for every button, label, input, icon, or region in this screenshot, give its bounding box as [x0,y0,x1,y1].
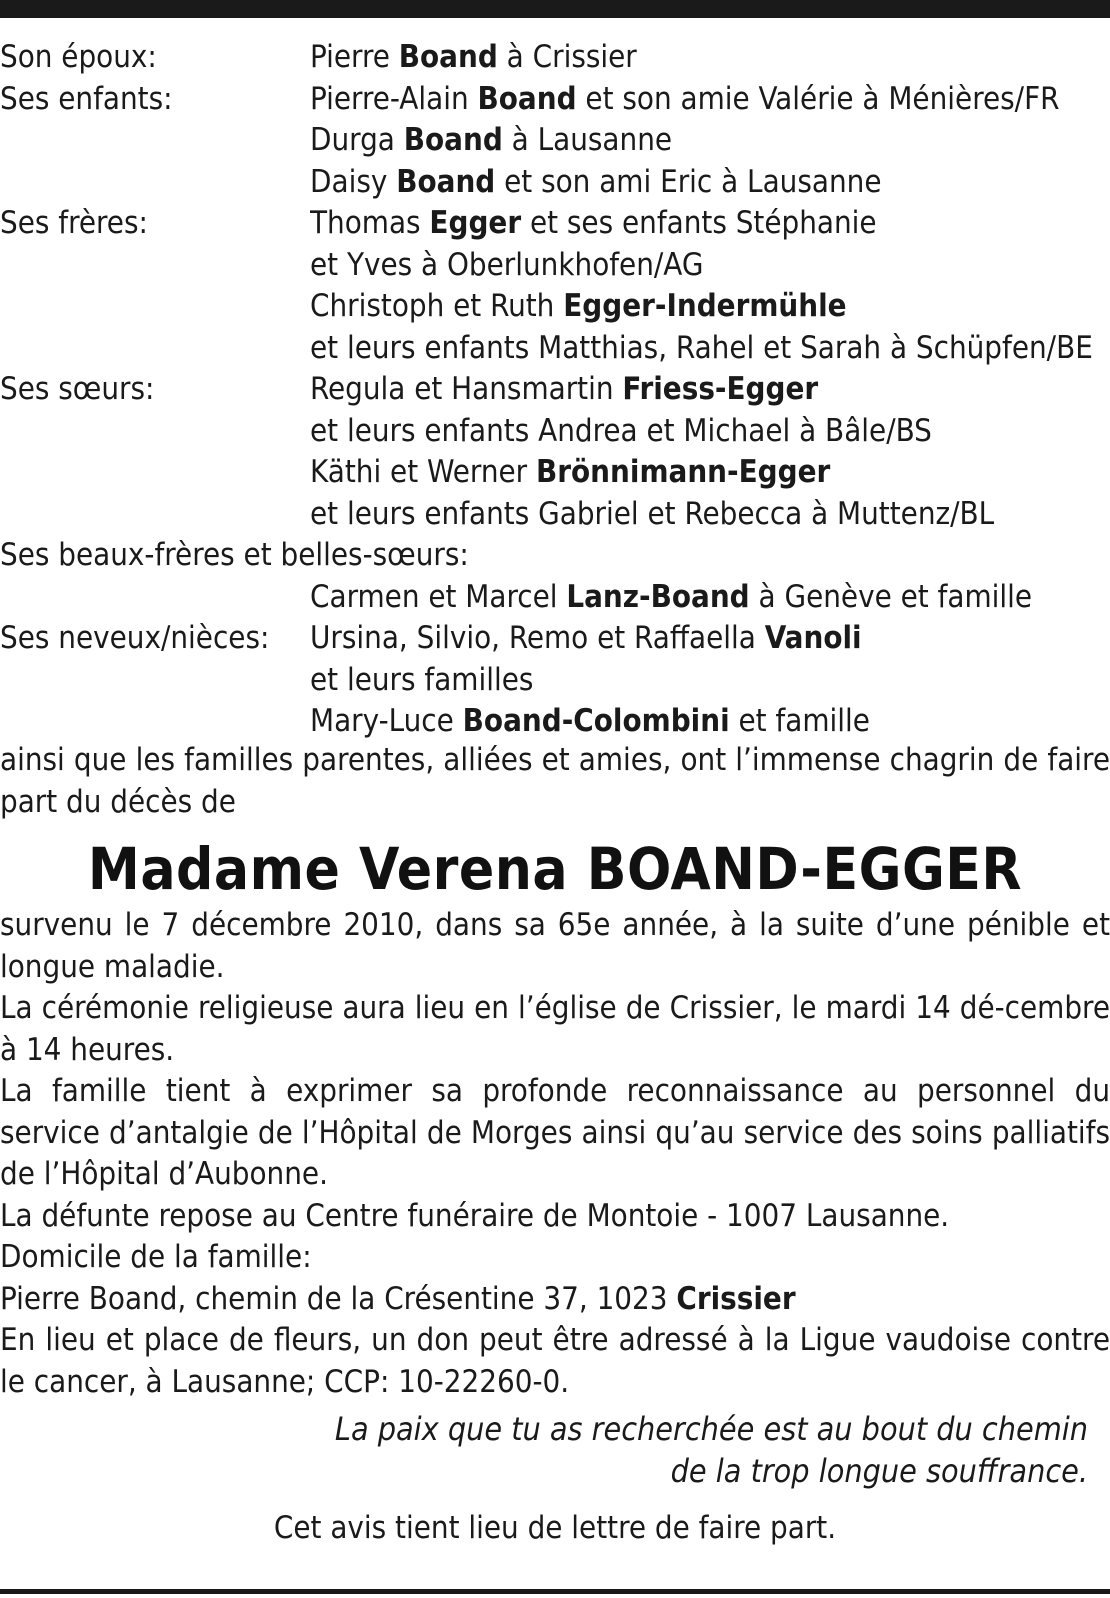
family-names [310,245,1110,287]
family-row [0,203,1110,245]
family-surname: Boand [403,122,503,158]
family-text: Käthi et Werner [310,454,536,490]
family-text: et ses enfants Stéphanie [521,205,877,241]
family-surname: Friess-Egger [622,371,819,407]
family-row [0,162,1110,204]
relation-label [0,411,310,453]
family-text: Thomas [310,205,430,241]
family-surname: Boand-Colombini [462,703,730,739]
paragraph-donation: En lieu et place de fleurs, un don peut être adressé à la Ligue vaudoise contre le cancer, à Lausanne; CCP: 10-22260-0. [0,1322,1110,1400]
relation-label [0,494,310,536]
family-names [310,411,1110,453]
family-surname: Vanoli [764,620,862,656]
family-row [0,120,1110,162]
relation-label: Ses neveux/nièces: [0,620,270,656]
family-names [310,286,1110,328]
family-names [310,494,1110,536]
family-names [310,162,1110,204]
family-text: et leurs familles [310,661,534,698]
family-row [0,79,1110,121]
family-text: Pierre [310,39,399,75]
family-text: à Crissier [497,39,637,75]
paragraph-death: survenu le 7 décembre 2010, dans sa 65e année, à la suite d’une pénible et longue maladie. [0,907,1110,985]
family-text: à Lausanne [502,122,673,158]
relation-label: Ses frères: [0,205,148,241]
family-surname: Lanz-Boand [566,578,750,615]
family-names [310,660,1110,702]
relation-label [0,245,310,287]
family-row [0,577,1110,619]
relation-label [0,660,310,702]
family-row [0,369,1110,411]
family-surname: Boand [398,39,498,75]
family-text: à Genève et famille [749,578,1033,615]
paragraph-thanks: La famille tient à exprimer sa profonde reconnaissance au personnel du service d’antalgie de l’Hôpital de Morges ainsi qu’au service des soins palliatifs de l’Hôpital d’Aubonne. [0,1073,1110,1192]
family-row [0,535,1110,577]
relation-label [0,452,310,494]
family-row [0,286,1110,328]
domicile-address: Pierre Boand, chemin de la Crésentine 37, 1023 [0,1280,677,1317]
family-surname: Egger-Indermühle [563,288,847,324]
family-names [310,79,1110,121]
quote [188,1408,1088,1492]
top-rule [0,0,1110,18]
family-text: et leurs enfants Gabriel et Rebecca à Muttenz/BL [310,495,995,532]
family-text: Durga [310,122,404,158]
family-text: et famille [729,703,870,739]
family-text: Ursina, Silvio, Remo et Raffaella [310,620,765,656]
family-text: et son amie Valérie à Ménières/FR [576,80,1060,117]
quote-line: La paix que tu as recherchée est au bout du chemin [334,1410,1088,1448]
family-row [0,618,1110,660]
relation-label: Ses sœurs: [0,371,155,407]
relation-label: Ses enfants: [0,80,173,117]
relation-label [0,120,310,162]
family-row [0,494,1110,536]
family-surname: Egger [429,205,522,241]
domicile-city: Crissier [676,1280,796,1317]
relation-label [0,577,310,619]
closing-note: Cet avis tient lieu de lettre de faire part. [273,1510,837,1546]
family-names [310,203,1110,245]
paragraph-ceremony: La cérémonie religieuse aura lieu en l’église de Crissier, le mardi 14 dé-cembre à 14 heures. [0,990,1110,1068]
family-row [0,37,1110,79]
family-text: et Yves à Oberlunkhofen/AG [310,246,704,283]
family-row [0,660,1110,702]
family-surname: Brönnimann-Egger [536,454,831,490]
family-row [0,245,1110,287]
family-row [0,328,1110,370]
body-text [0,905,1110,1403]
family-names [310,37,1110,79]
family-names [310,452,1110,494]
deceased-name: Madame Verena BOAND-EGGER [87,835,1023,903]
family-text: et leurs enfants Andrea et Michael à Bâle/BS [310,412,932,449]
family-text: Regula et Hansmartin [310,371,623,407]
domicile-label: Domicile de la famille: [0,1239,312,1275]
relation-label [0,286,310,328]
family-text: et son ami Eric à Lausanne [495,163,882,200]
family-text: Mary-Luce [310,703,463,739]
family-names [310,577,1110,619]
relation-label [0,701,310,743]
quote-line: de la trop longue souffrance. [670,1452,1088,1490]
relation-label [0,328,310,370]
relation-label: Son époux: [0,39,157,75]
family-text: et leurs enfants Matthias, Rahel et Sarah à Schüpfen/BE [310,329,1093,366]
family-row [0,452,1110,494]
domicile-line [0,1279,1110,1321]
family-surname: Boand [477,80,577,117]
family-row [0,701,1110,743]
paragraph-repose: La défunte repose au Centre funéraire de Montoie - 1007 Lausanne. [0,1197,950,1234]
bottom-rule [0,1589,1110,1594]
family-text: Pierre-Alain [310,80,478,117]
family-text: Carmen et Marcel [310,578,567,615]
family-text: Christoph et Ruth [310,288,564,324]
relation-label: Ses beaux-frères et belles-sœurs: [0,537,469,573]
family-names [310,120,1110,162]
family-row [0,411,1110,453]
family-names [310,618,1110,660]
family-list [0,37,1110,743]
relation-label [0,162,310,204]
family-names [310,328,1110,370]
family-names [310,369,1110,411]
family-surname: Boand [396,163,496,200]
family-text: Daisy [310,163,397,200]
intro-text: ainsi que les familles parentes, alliées et amies, ont l’immense chagrin de faire part du décès de [0,742,1110,820]
family-names [310,701,1110,743]
